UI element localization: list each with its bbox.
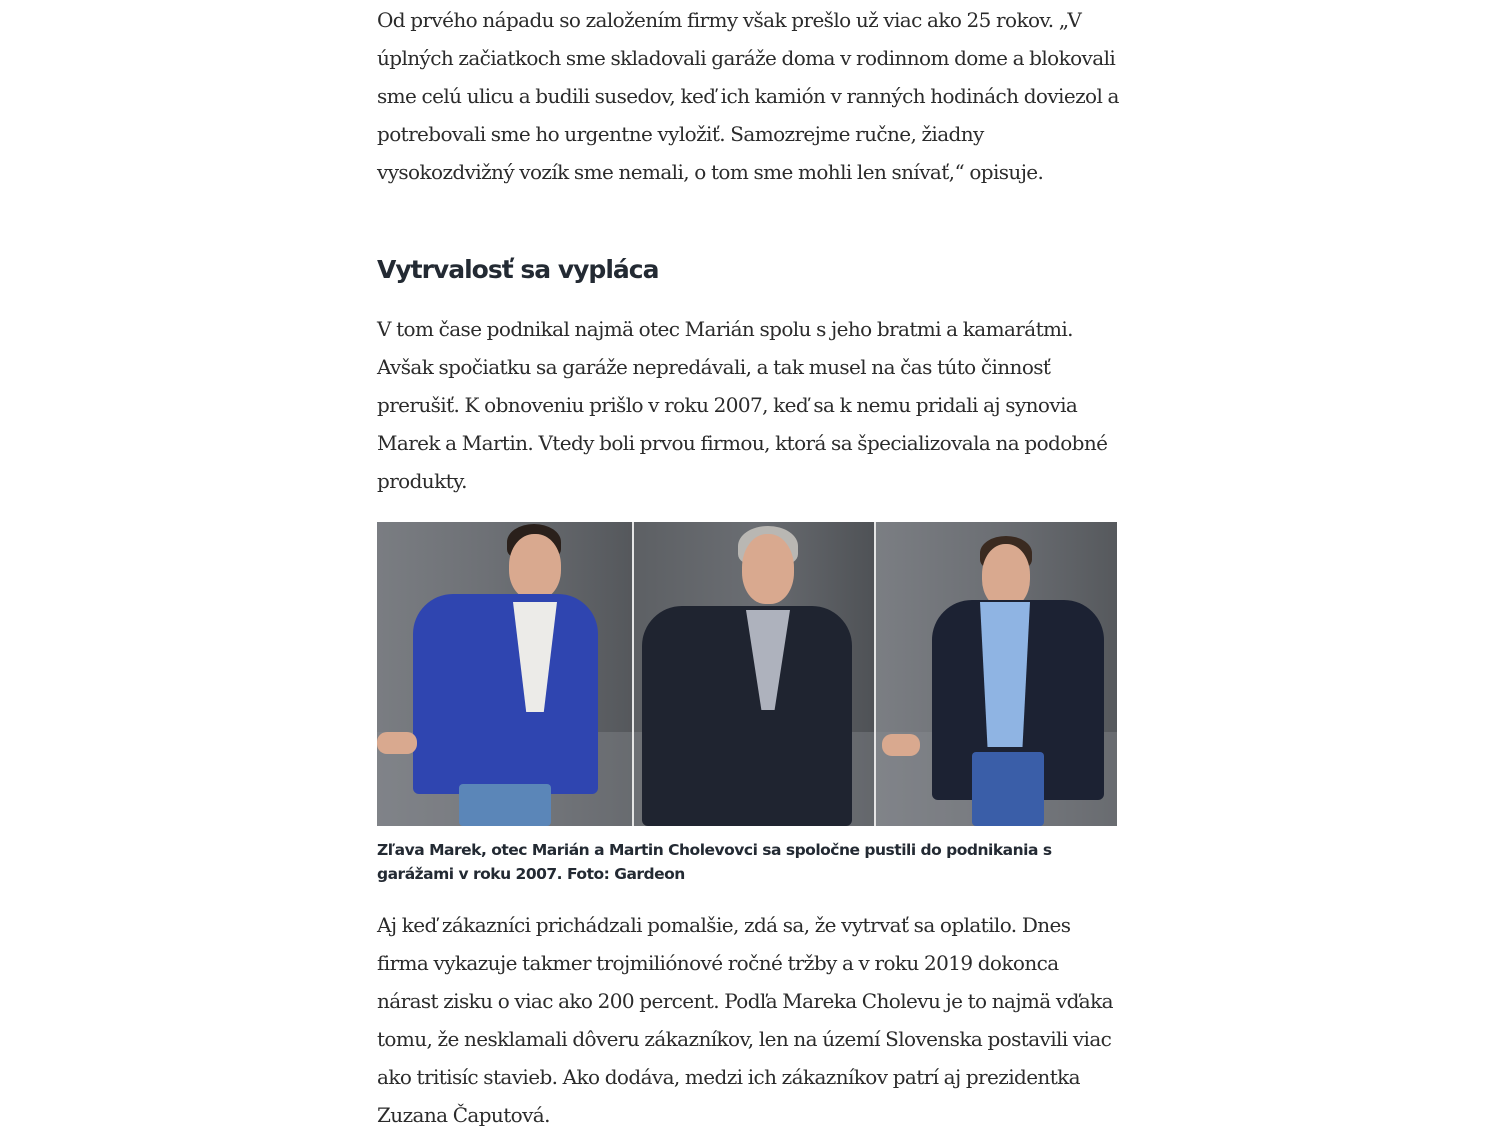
jeans xyxy=(972,752,1044,826)
head xyxy=(742,534,794,604)
article-figure xyxy=(377,522,1117,886)
figure-caption: Zľava Marek, otec Marián a Martin Cholevovci sa spoločne pustili do podnikania s garážami v roku 2007. Foto: Gardeon xyxy=(377,841,1052,883)
dark-suit xyxy=(642,606,852,826)
photo-panel-martin xyxy=(876,522,1117,826)
paragraph-history: V tom čase podnikal najmä otec Marián spolu s jeho bratmi a kamarátmi. Avšak spočiatku sa garáže nepredávali, a tak musel na čas túto činnosť prerušiť. K obnoveniu prišlo v roku 2007, keď sa k nemu pridali aj synovia Marek a Martin. Vtedy boli prvou firmou, ktorá sa špecializovala na podobné produkty. xyxy=(377,317,1108,493)
hand xyxy=(377,732,417,754)
head xyxy=(509,534,561,600)
head xyxy=(982,544,1030,608)
hand xyxy=(882,734,920,756)
photo-panel-marek xyxy=(377,522,632,826)
photo-three-founders xyxy=(377,522,1117,826)
light-blue-shirt xyxy=(980,602,1030,747)
paragraph-results: Aj keď zákazníci prichádzali pomalšie, zdá sa, že vytrvať sa oplatilo. Dnes firma vykazuje takmer trojmiliónové ročné tržby a v roku 2019 dokonca nárast zisku o viac ako 200 percent. Podľa Mareka Cholevu je to najmä vďaka tomu, že nesklamali dôveru zákazníkov, len na území Slovenska postavili viac ako tritisíc stavieb. Ako dodáva, medzi ich zákazníkov patrí aj prezidentka Zuzana Čaputová. xyxy=(377,913,1113,1127)
blue-jacket xyxy=(413,594,598,794)
section-heading: Vytrvalosť sa vypláca xyxy=(377,255,659,284)
photo-panel-marian xyxy=(634,522,874,826)
jeans xyxy=(459,784,551,826)
paragraph-intro: Od prvého nápadu so založením firmy však prešlo už viac ako 25 rokov. „V úplných začiatkoch sme skladovali garáže doma v rodinnom dome a blokovali sme celú ulicu a budili susedov, keď ich kamión v ranných hodinách doviezol a potrebovali sme ho urgentne vyložiť. Samozrejme ručne, žiadny vysokozdvižný vozík sme nemali, o tom sme mohli len snívať,“ opisuje. xyxy=(377,8,1119,184)
